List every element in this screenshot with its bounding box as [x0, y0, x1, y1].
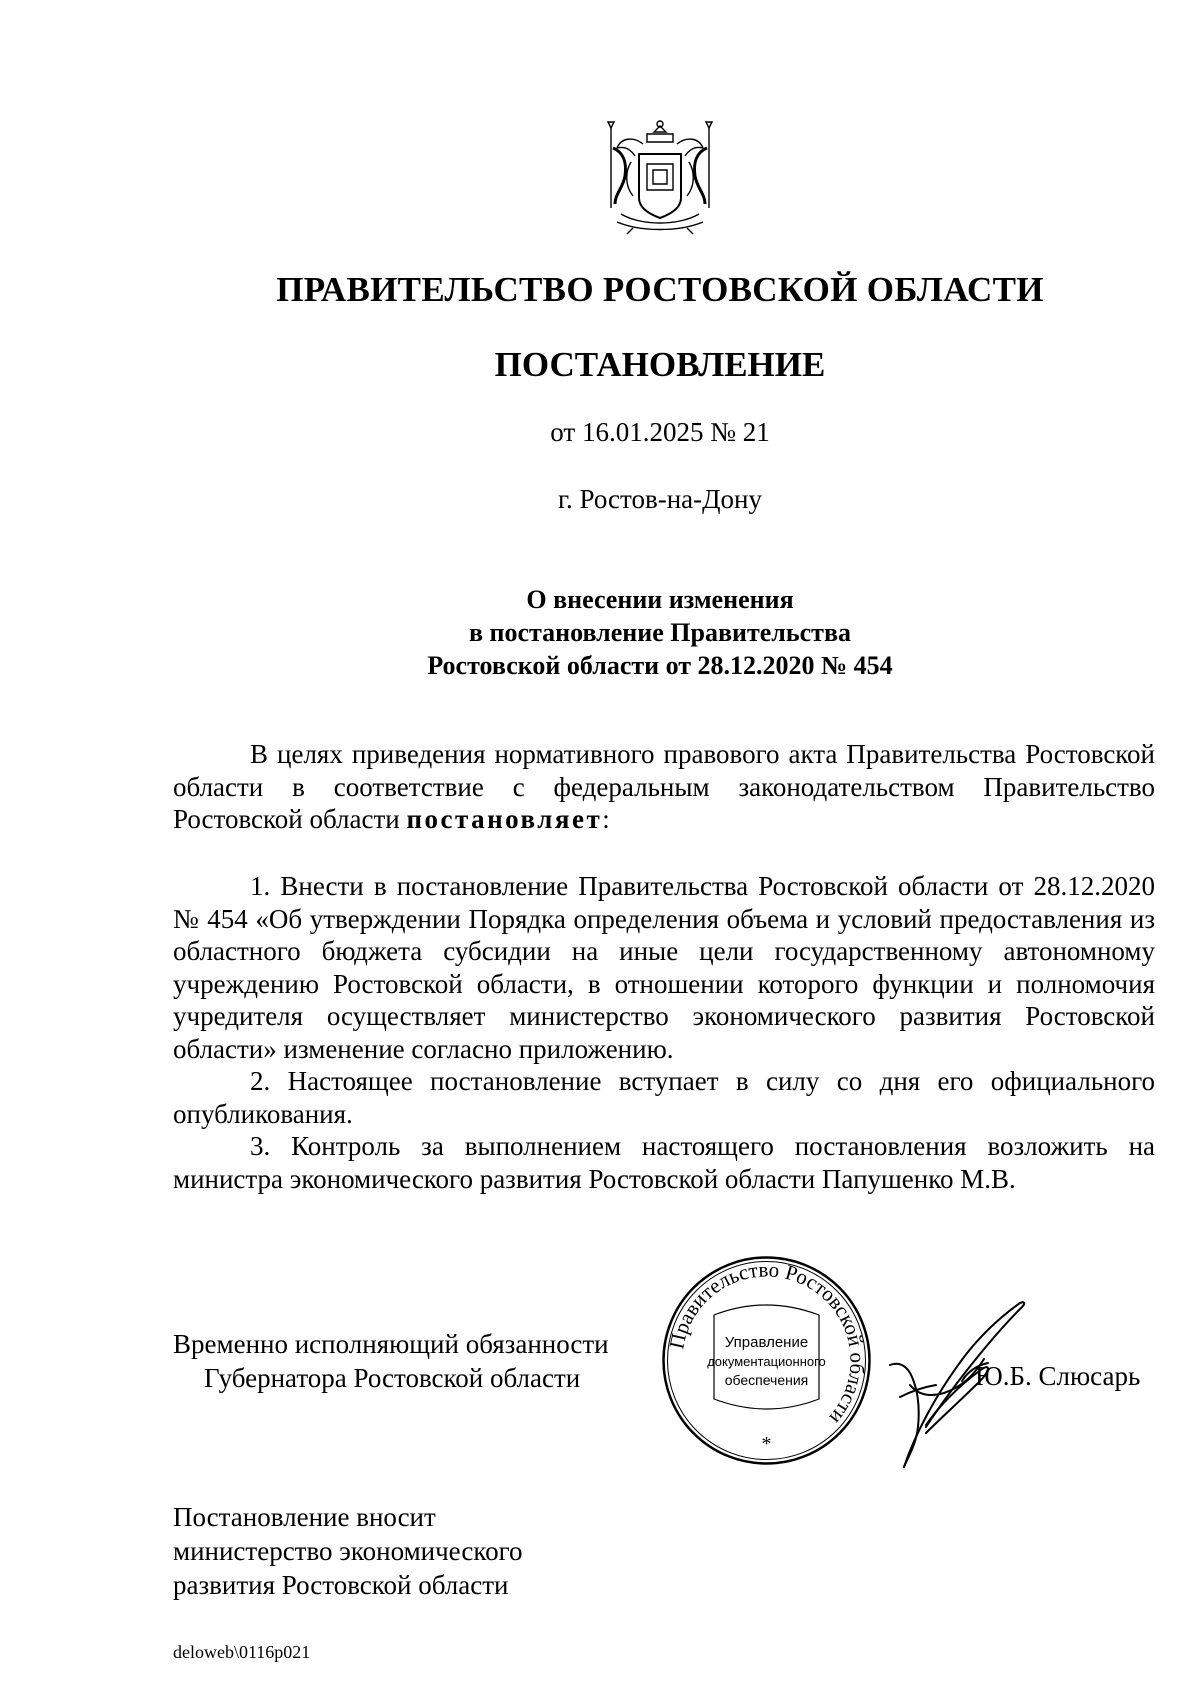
resolution-item-3: 3. Контроль за выполнением настоящего постановления возложить на министра экономического развития Ростовской области Папушенко М.В.	[173, 1131, 1155, 1194]
signer-title-line: Губернатора Ростовской области	[204, 1363, 581, 1393]
stamp-center-line: Управление	[724, 1334, 809, 1351]
submitter-line: министерство экономического	[173, 1536, 523, 1566]
stamp-center-line: обеспечения	[724, 1372, 809, 1388]
preamble	[173, 738, 1155, 836]
stamp-star: *	[761, 1433, 772, 1455]
coat-of-arms-rostov-oblast-icon	[603, 118, 717, 238]
document-subject	[0, 583, 1200, 682]
signer-title-line: Временно исполняющий обязанности	[173, 1329, 609, 1359]
document-reference: deloweb\0116p021	[173, 1642, 311, 1662]
subject-line: в постановление Правительства	[468, 618, 851, 647]
submitter-line: развития Ростовской области	[173, 1570, 509, 1600]
resolution-item-2: 2. Настоящее постановление вступает в силу со дня его официального опубликования.	[173, 1066, 1155, 1129]
submitter-block	[173, 1500, 522, 1602]
submitter-line: Постановление вносит	[173, 1502, 436, 1532]
subject-line: Ростовской области от 28.12.2020 № 454	[427, 651, 893, 680]
signer-title	[173, 1327, 609, 1395]
official-stamp	[659, 1253, 874, 1468]
stamp-ring-text: Правительство Ростовской области	[664, 1257, 870, 1430]
document-type: ПОСТАНОВЛЕНИЕ	[494, 345, 826, 384]
resolves-keyword: постановляет	[406, 804, 603, 834]
document-city: г. Ростов-на-Дону	[557, 484, 762, 514]
document-date-number: от 16.01.2025 № 21	[550, 417, 770, 447]
preamble-end: :	[602, 804, 610, 834]
signer-name: Ю.Б. Слюсарь	[975, 1361, 1141, 1391]
resolution-item-1: 1. Внести в постановление Правительства Ростовской области от 28.12.2020 № 454 «Об утверждении Порядка определения объема и условий предоставления из областного бюджета субсидии на иные цели государственному автономному учреждению Ростовской области, в отношении которого функции и полномочия учредителя осуществляет министерство экономического развития Ростовской области» изменение согласно приложению.	[173, 871, 1155, 1064]
organization-title: ПРАВИТЕЛЬСТВО РОСТОВСКОЙ ОБЛАСТИ	[276, 270, 1044, 309]
preamble-text: В целях приведения нормативного правового акта Правительства Ростовской области в соответствие с федеральным законодательством Правительство Ростовской области	[173, 739, 1155, 834]
subject-line: О внесении изменения	[526, 585, 794, 614]
resolution-items	[173, 870, 1155, 1195]
stamp-center-line: документационного	[707, 1354, 826, 1369]
